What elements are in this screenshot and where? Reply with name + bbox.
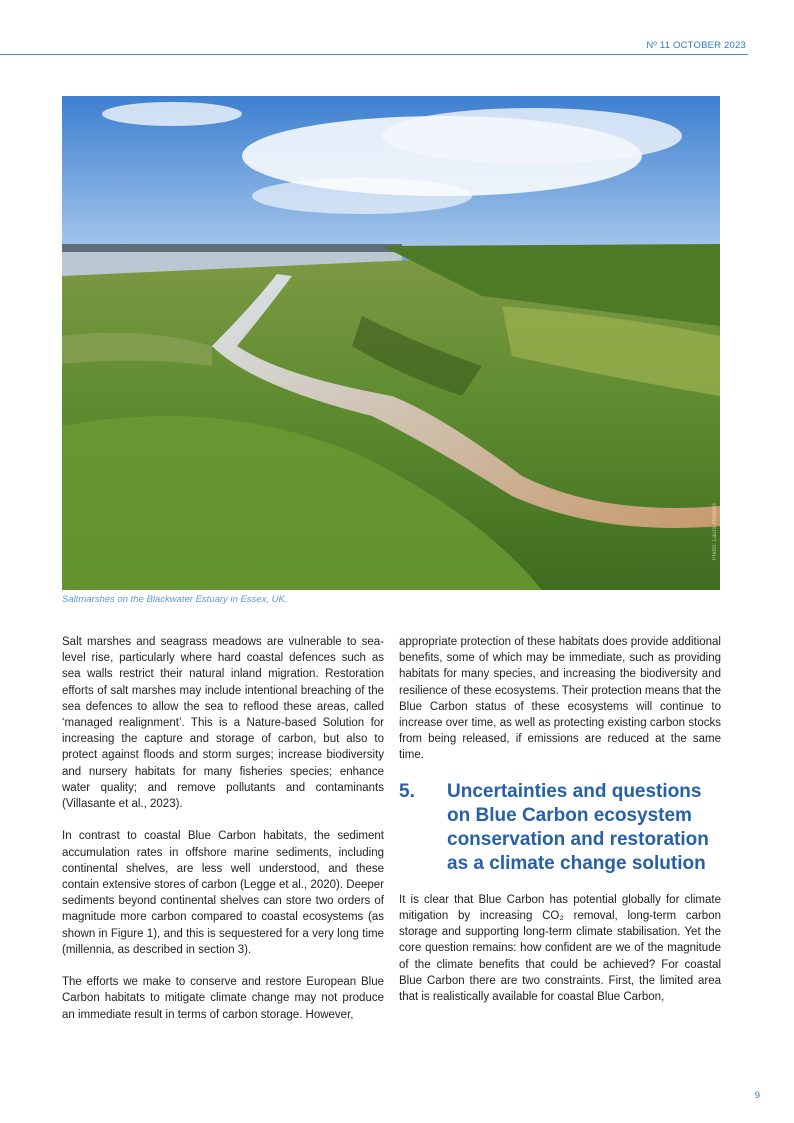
section-title: Uncertainties and questions on Blue Carbon ecosystem conservation and restoration as a climate change solution [447, 780, 709, 874]
section-number: 5. [399, 780, 415, 802]
photo-credit: Photo: Laura Hoskins [712, 502, 718, 560]
figure-caption: Saltmarshes on the Blackwater Estuary in Essex, UK. [62, 594, 288, 605]
left-column [62, 634, 384, 1039]
body-paragraph: The efforts we make to conserve and restore European Blue Carbon habitats to mitigate climate change may not produce an immediate result in terms of carbon storage. However, [62, 976, 384, 1021]
body-paragraph: Salt marshes and seagrass meadows are vulnerable to sea-level rise, particularly where hard coastal defences such as sea walls restrict their natural inland migration. Restoration efforts of salt marshes may include intentional breaching of the sea defences to allow the sea to reflood these areas, called ‘managed realignment’. This is a Nature-based Solution for increasing the capture and storage of carbon, but also to protect against floods and storm surges; increase biodiversity and nursery habitats for many fisheries species; enhance water quality; and remove pollutants and contaminants (Villasante et al., 2023). [62, 636, 384, 811]
right-column [399, 634, 721, 1021]
body-paragraph: In contrast to coastal Blue Carbon habitats, the sediment accumulation rates in offshore marine sediments, including continental shelves, are less well understood, and these contain extensive stores of carbon (Legge et al., 2020). Deeper sediments beyond continental shelves can store two orders of magnitude more carbon compared to coastal ecosystems (as shown in Figure 1), and this is sequestered for a very long time (millennia, as described in section 3). [62, 830, 384, 956]
page-number: 9 [754, 1090, 760, 1101]
section-heading [399, 780, 721, 876]
issue-label: Nº 11 OCTOBER 2023 [646, 40, 746, 51]
body-paragraph: It is clear that Blue Carbon has potential globally for climate mitigation by increasing CO₂ removal, long-term carbon storage and supporting long-term climate stabilisation. Yet the core question remains: how confident are we of the magnitude of the climate benefits that could be achieved? For coastal Blue Carbon there are two constraints. First, the limited area that is realistically available for coastal Blue Carbon, [399, 893, 721, 1004]
header-rule [0, 54, 748, 55]
saltmarsh-photo [62, 96, 720, 590]
body-paragraph: appropriate protection of these habitats does provide additional benefits, some of which may be immediate, such as providing habitats for many species, and increasing the biodiversity and resilience of these ecosystems. Their protection means that the Blue Carbon status of these ecosystems will continue to increase over time, as well as protecting existing carbon stocks from being released, if emissions are reduced at the same time. [399, 636, 721, 762]
